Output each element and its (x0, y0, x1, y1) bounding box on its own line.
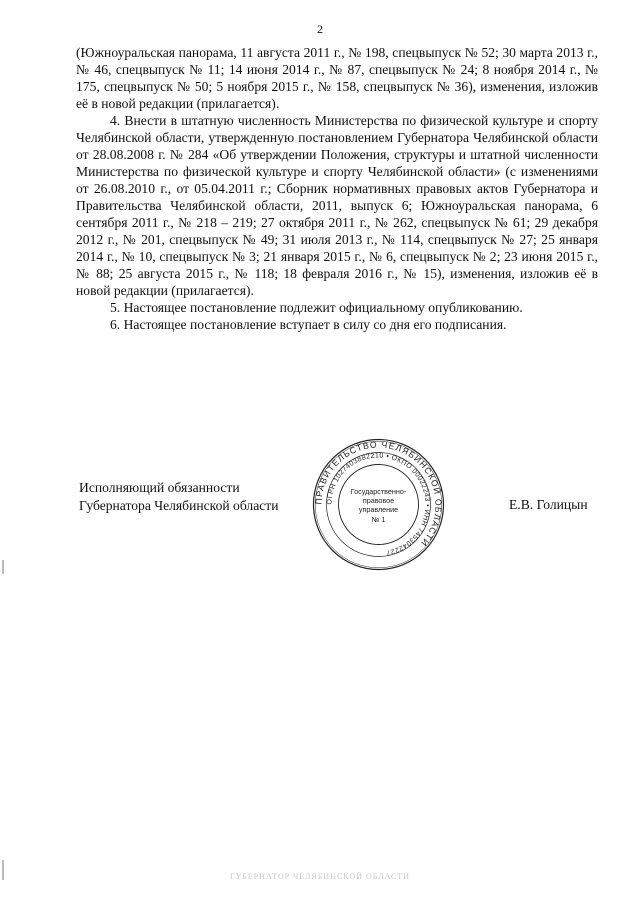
scan-artifact (2, 860, 4, 880)
official-seal-stamp (311, 437, 446, 572)
paragraph-continuation: (Южноуральская панорама, 11 августа 2011 г., № 198, спецвыпуск № 52; 30 марта 2013 г., № 46, спецвыпуск № 11; 14 июня 2014 г., № 87, спецвыпуск № 24; 8 ноября 2014 г., № 175, спецвыпуск № 50; 5 ноября 2015 г., № 158, спецвыпуск № 36), изменения, изложив её в новой редакции (прилагается). (76, 45, 598, 111)
signatory-position-line1: Исполняющий обязанности (79, 480, 240, 495)
paragraph-item-6: 6. Настоящее постановление вступает в силу со дня его подписания. (110, 317, 507, 332)
scan-artifact (2, 560, 4, 574)
seal-center-line3: управление (358, 505, 399, 514)
paragraph-item-4: 4. Внести в штатную численность Министерства по физической культуре и спорту Челябинской области, утвержденную постановлением Губернатора Челябинской области от 28.08.2008 г. № 284 «Об утверждении Положения, структуры и штатной численности Министерства по физической культуре и спорту Челябинской области» (с изменениями от 26.08.2010 г., от 05.04.2011 г.; Сборник нормативных правовых актов Губернатора и Правительства Челябинской области, 2011, выпуск 6; Южноуральская панорама, 6 сентября 2011 г., № 218 – 219; 27 октября 2011 г., № 262, спецвыпуск № 61; 29 декабря 2012 г., № 201, спецвыпуск № 49; 31 июля 2013 г., № 114, спецвыпуск № 27; 25 января 2014 г., № 10, спецвыпуск № 3; 21 января 2015 г., № 6, спецвыпуск № 2; 23 июня 2015 г., № 88; 25 августа 2015 г., № 118; 18 февраля 2016 г., № 15), изменения, изложив её в новой редакции (прилагается). (76, 113, 598, 298)
page-number: 2 (317, 22, 323, 36)
seal-inner-ring-text: ОГРН 1027403882210 • ОКПО 00022243 • ИНН 7453042227 (326, 452, 431, 556)
seal-outer-ring-text: ПРАВИТЕЛЬСТВО ЧЕЛЯБИНСКОЙ ОБЛАСТИ (313, 439, 444, 549)
signatory-position-line2: Губернатора Челябинской области (79, 498, 279, 513)
footer-watermark: ГУБЕРНАТОР ЧЕЛЯБИНСКОЙ ОБЛАСТИ (230, 872, 410, 881)
seal-center-line2: правовое (362, 496, 395, 505)
paragraph-item-5: 5. Настоящее постановление подлежит официальному опубликованию. (110, 300, 523, 315)
document-body (76, 44, 598, 333)
seal-center-line4: № 1 (371, 515, 386, 524)
signatory-name: Е.В. Голицын (509, 497, 588, 512)
signatory-position (79, 479, 279, 515)
seal-center-line1: Государственно- (350, 487, 407, 496)
